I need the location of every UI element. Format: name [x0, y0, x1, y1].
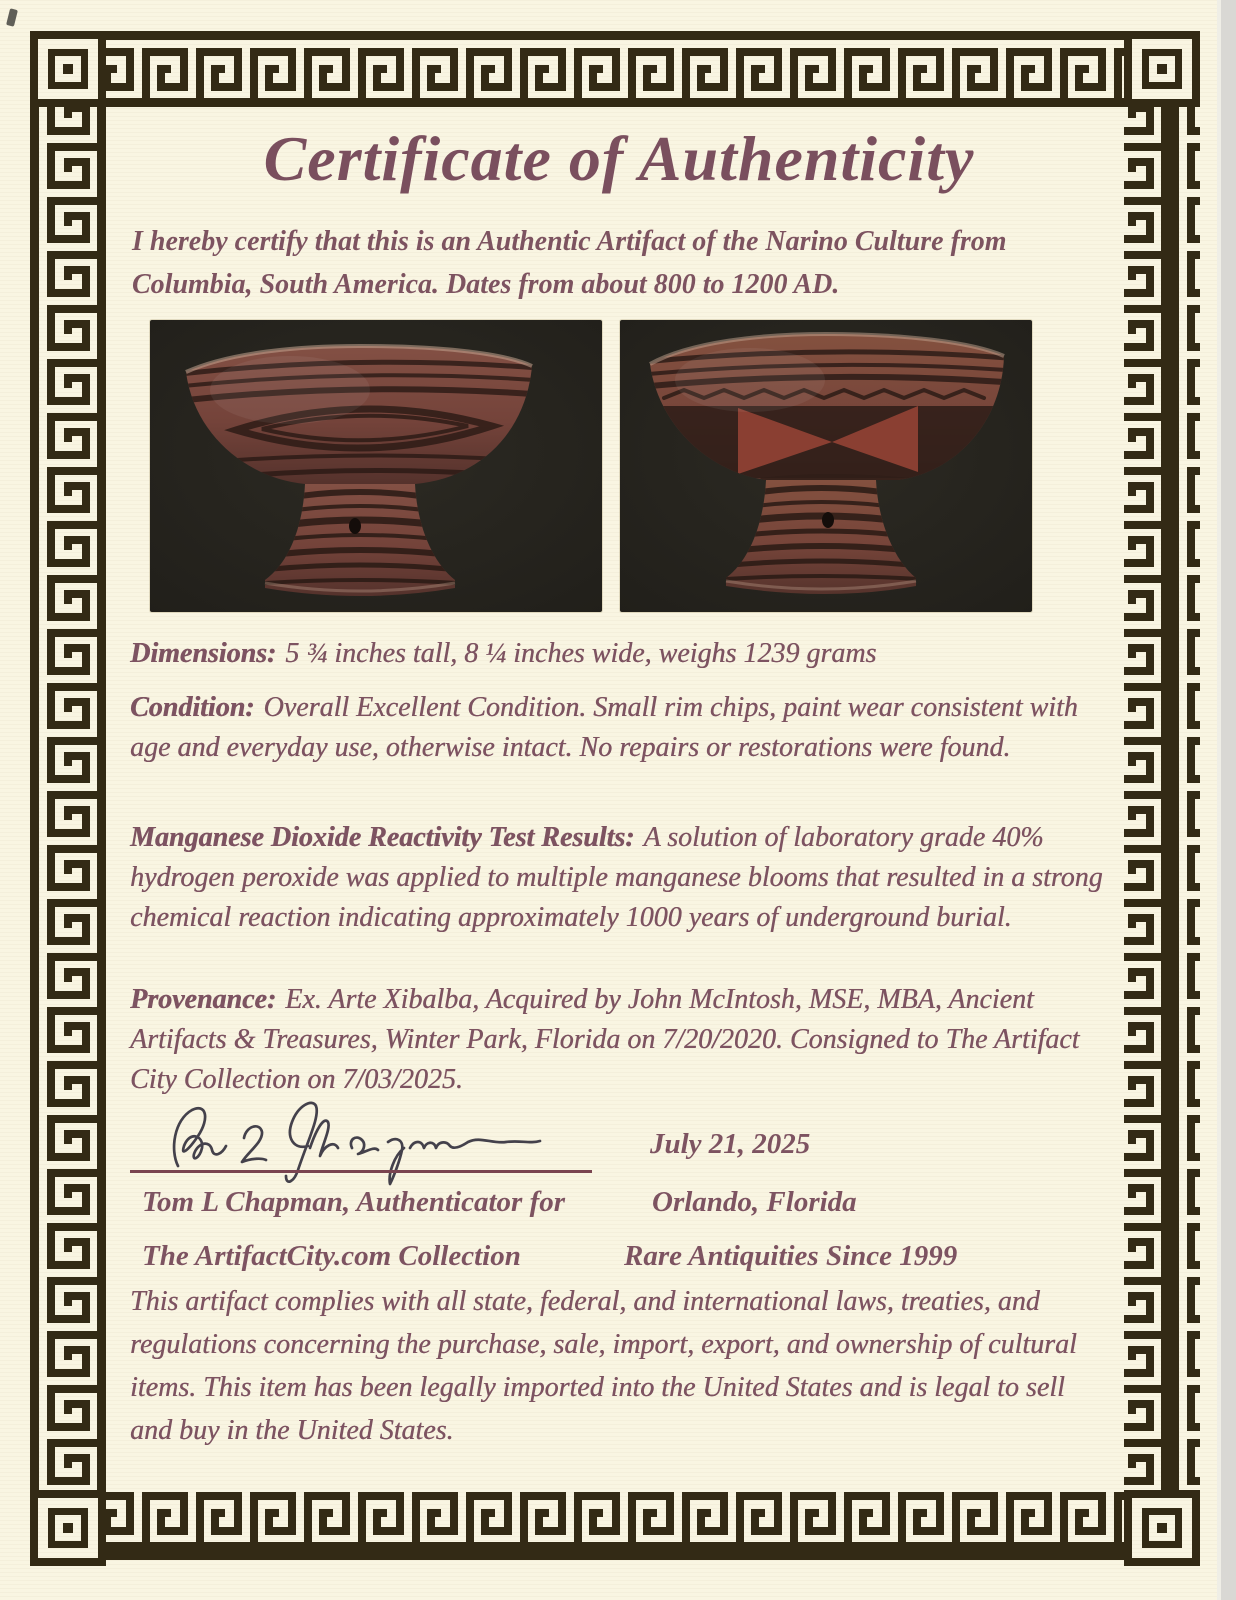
certificate-title: Certificate of Authenticity	[263, 123, 975, 194]
section-condition	[130, 688, 1110, 768]
authenticator-name: Tom L Chapman, Authenticator for	[142, 1186, 566, 1218]
condition-label: Condition:	[130, 692, 255, 723]
manganese-test-label: Manganese Dioxide Reactivity Test Results:	[130, 822, 635, 853]
dimensions-label: Dimensions:	[130, 638, 277, 669]
collection-name: The ArtifactCity.com Collection	[142, 1240, 521, 1272]
scan-edge	[1217, 0, 1236, 1600]
artifact-photo-left	[150, 320, 602, 612]
section-manganese-test	[130, 818, 1110, 938]
dimensions-text: 5 ¾ inches tall, 8 ¼ inches wide, weighs 1239 grams	[285, 638, 877, 669]
collection-tagline: Rare Antiquities Since 1999	[624, 1240, 958, 1272]
signature-scrawl	[148, 1096, 588, 1188]
artifact-photo-right	[620, 320, 1032, 612]
signature-line	[130, 1170, 592, 1173]
section-dimensions	[130, 634, 1110, 674]
certificate-intro: I hereby certify that this is an Authentic Artifact of the Narino Culture from Columbia, South America. Dates from about 800 to 1200 AD.	[132, 226, 1007, 300]
artifact-photos	[150, 320, 1032, 612]
provenance-text: Ex. Arte Xibalba, Acquired by John McIntosh, MSE, MBA, Ancient Artifacts & Treasures, Winter Park, Florida on 7/20/2020. Consigned to The Artifact City Collection on 7/03/2025.	[130, 984, 1080, 1095]
scan-artifact-speck	[6, 8, 18, 26]
manganese-test-text: A solution of laboratory grade 40% hydrogen peroxide was applied to multiple manganese blooms that resulted in a strong chemical reaction indicating approximately 1000 years of underground burial.	[130, 822, 1103, 933]
condition-text: Overall Excellent Condition. Small rim chips, paint wear consistent with age and everyday use, otherwise intact. No repairs or restorations were found.	[130, 692, 1078, 763]
section-provenance	[130, 980, 1110, 1100]
authenticator-location: Orlando, Florida	[652, 1186, 857, 1218]
provenance-label: Provenance:	[130, 984, 277, 1015]
signature-date: July 21, 2025	[650, 1128, 811, 1160]
legal-statement: This artifact complies with all state, federal, and international laws, treaties, and regulations concerning the purchase, sale, import, export, and ownership of cultural items. This item has been legally imported into the United States and is legal to sell and buy in the United States.	[130, 1286, 1077, 1446]
